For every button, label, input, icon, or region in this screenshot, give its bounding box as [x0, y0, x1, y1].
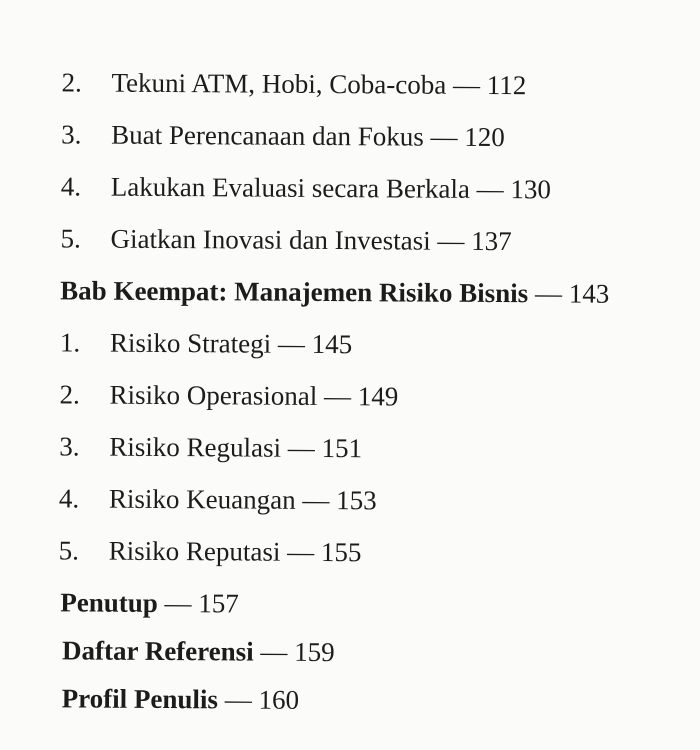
toc-entry-title: Buat Perencanaan dan Fokus — [111, 119, 424, 152]
toc-entry-title: Lakukan Evaluasi secara Berkala — [110, 171, 471, 204]
toc-entry-title: Giatkan Inovasi dan Investasi — [110, 223, 431, 256]
toc-entry — [61, 170, 551, 205]
toc-chapter-title: Bab Keempat: Manajemen Risiko Bisnis — [60, 275, 529, 309]
toc-entry-page: 153 — [336, 485, 377, 516]
toc-entry-number: 4. — [58, 483, 80, 514]
toc-chapter-page: 143 — [568, 278, 610, 309]
toc-entry — [60, 326, 352, 360]
toc-entry-title: Tekuni ATM, Hobi, Coba-coba — [111, 67, 447, 100]
toc-entry-title: Risiko Reputasi — [108, 535, 281, 567]
toc-entry-title: Risiko Strategi — [109, 327, 272, 359]
toc-entry-page: 145 — [311, 328, 353, 360]
toc-entry — [61, 118, 505, 153]
toc-entry-title: Risiko Regulasi — [109, 431, 282, 463]
toc-entry-number: 5. — [58, 535, 79, 566]
toc-chapter-title: Daftar Referensi — [61, 635, 254, 667]
toc-separator: — — [452, 69, 481, 100]
toc-separator: — — [260, 636, 288, 667]
toc-entry — [59, 482, 377, 516]
toc-entry — [59, 534, 362, 568]
toc-separator: — — [287, 432, 315, 463]
toc-entry-number: 3. — [59, 431, 80, 462]
toc-entry-title: Risiko Operasional — [109, 379, 318, 411]
toc-entry-page: 120 — [464, 121, 505, 153]
toc-entry-page: 155 — [320, 536, 362, 568]
toc-entry-number: 1. — [59, 327, 81, 358]
toc-chapter-heading — [60, 586, 239, 619]
toc-separator: — — [437, 225, 465, 256]
toc-separator: — — [164, 588, 192, 619]
toc-entry-page: 112 — [486, 69, 527, 101]
toc-entry — [61, 66, 526, 101]
toc-entry-number: 3. — [61, 119, 82, 150]
toc-entry-page: 149 — [357, 381, 399, 412]
toc-chapter-page: 157 — [198, 588, 239, 619]
toc-separator: — — [277, 328, 305, 359]
toc-separator: — — [534, 278, 563, 309]
toc-chapter-page: 160 — [258, 684, 300, 715]
toc-separator: — — [430, 121, 458, 152]
toc-chapter-page: 159 — [294, 636, 335, 668]
toc-separator: — — [302, 484, 330, 516]
toc-separator: — — [287, 536, 315, 567]
toc-chapter-heading — [62, 682, 299, 715]
toc-entry-page: 137 — [471, 225, 512, 257]
toc-separator: — — [476, 173, 504, 205]
toc-chapter-title: Profil Penulis — [61, 683, 219, 715]
toc-entry — [60, 222, 511, 257]
toc-entry-number: 4. — [60, 171, 82, 202]
toc-separator: — — [224, 684, 252, 715]
toc-entry-page: 151 — [321, 432, 363, 464]
toc-entry-page: 130 — [510, 174, 552, 205]
toc-chapter-heading — [62, 634, 335, 668]
toc-entry-title: Risiko Keuangan — [108, 483, 296, 515]
toc-entry-number: 2. — [61, 67, 82, 98]
toc-entry — [59, 430, 362, 464]
toc-chapter-heading — [60, 274, 609, 309]
toc-entry-number: 5. — [60, 223, 81, 254]
toc-entry-number: 2. — [59, 379, 80, 410]
toc-chapter-title: Penutup — [60, 587, 158, 618]
toc-separator: — — [323, 380, 352, 412]
toc-entry — [59, 378, 398, 412]
